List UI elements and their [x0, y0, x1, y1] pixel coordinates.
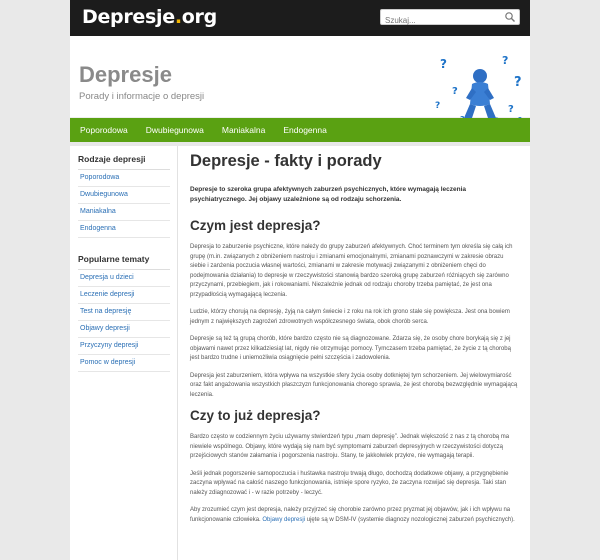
sidebar-link-endogenna[interactable]: Endogenna — [78, 221, 170, 238]
paragraph: Ludzie, którzy chorują na depresję, żyją na całym świecie i z roku na rok ich grono stale się powiększa. Jest ona bowiem jednym z największych zagrożeń zdrowotnych współczesnego świata, obok chorób serca. — [190, 309, 510, 325]
search-box — [380, 9, 520, 25]
sidebar-heading-popular: Popularne tematy — [78, 254, 170, 270]
paragraph: Bardzo często w codziennym życiu używamy stwierdzeń typu „mam depresję”. Jednak większość z nas z tą chorobą ma niewiele wspólnego. Objawy, które wydają się nam być symptomami zaburzeń depresyjnych w rzeczywistości dotyczą przejściowych stanów załamania i pogorszenia nastroju. Stany, te jakkolwiek przykre, nie wymagają terapii. — [190, 434, 510, 459]
site-tagline: Porady i informacje o depresji — [79, 91, 205, 102]
site-header — [70, 36, 530, 118]
lead-paragraph: Depresje to szeroka grupa afektywnych zaburzeń psychicznych, które wymagają leczenia psychiatrycznego. Jej objawy uzależnione są od rodzaju schorzenia. — [190, 186, 466, 203]
logo-tld: org — [181, 6, 217, 28]
site-logo[interactable] — [82, 6, 217, 28]
sidebar-link-children[interactable]: Depresja u dzieci — [78, 270, 170, 287]
svg-text:?: ? — [452, 86, 458, 97]
main-content — [190, 152, 520, 533]
nav-item-maniakalna[interactable]: Maniakalna — [221, 125, 266, 135]
nav-item-poporodowa[interactable]: Poporodowa — [80, 125, 128, 135]
svg-text:?: ? — [508, 104, 514, 115]
sidebar-list-popular — [78, 270, 170, 372]
paragraph — [190, 506, 520, 525]
sidebar-link-help[interactable]: Pomoc w depresji — [78, 355, 170, 372]
svg-text:?: ? — [502, 54, 509, 67]
sidebar-link-poporodowa[interactable]: Poporodowa — [78, 170, 170, 187]
paragraph: Depresja to zaburzenie psychiczne, które należy do grupy zaburzeń afektywnych. Choć terminem tym określa się całą ich grupę (m.in. związanych z obniżeniem nastroju i zmianami emocjonalnymi, zmianami poznawczymi w zakresie obrazu siebie i zanżenia poczucia własnej wartości, zmianami w zakresie motywacji związanymi z obniżeniem chęci do podejmowania działania) to depresje w rzeczywistości stanowią bardzo szeroką grupę zaburzeń różniących się zarówno przyczynami, przebiegiem, jak i rokowaniami. Niezależnie jednak od rodzaju choroby trzeba pamiętać, że jest ona przypadłością wymagającą leczenia. — [190, 244, 513, 298]
site-title[interactable]: Depresje — [79, 62, 172, 87]
sidebar-list-types — [78, 170, 170, 238]
paragraph: Depresje są też tą grupą chorób, które bardzo często nie są diagnozowane. Zdarza się, że osoby chore borykają się z jej objawami nawet przez kilkadziesiąt lat, nigdy nie otrzymując pomocy. Tymczasem trzeba pamiętać, że życie z tą chorobą jest bardzo trudne i uniemożliwia osiągnięcie pełni szczęścia i zadowolenia. — [190, 336, 511, 361]
main-nav — [70, 118, 530, 142]
section-heading-what-is: Czym jest depresja? — [190, 218, 321, 233]
sidebar-link-symptoms[interactable]: Objawy depresji — [78, 321, 170, 338]
paragraph: Depresja jest zaburzeniem, która wpływa na wszystkie sfery życia osoby dotkniętej tym schorzeniem. Jej wielowymiarość oraz fakt angażowania wszystkich płaszczyzn funkcjonowania chorego sprawia, że jest chorobą bezwzględnie wymagającą leczenia. — [190, 372, 518, 398]
section-heading-is-it-depression: Czy to już depresja? — [190, 408, 321, 423]
sidebar-link-dwubiegunowa[interactable]: Dwubiegunowa — [78, 187, 170, 204]
column-divider — [177, 146, 178, 560]
sidebar — [78, 154, 170, 388]
logo-text: Depresje — [82, 6, 175, 28]
search-icon[interactable] — [504, 11, 516, 23]
sidebar-link-treatment[interactable]: Leczenie depresji — [78, 287, 170, 304]
question-marks-figure-icon — [430, 46, 530, 126]
paragraph: Jeśli jednak pogorszenie samopoczucia i huśtawka nastroju trwają długo, dochodzą dodatkowe objawy, a przygnębienie zaczyna wpływać na całość naszego funkcjonowania, istnieje spore ryzyko, że zaczyna rozwijać się depresja. Taki stan należy zdiagnozować i - w razie potrzeby - leczyć. — [190, 470, 509, 496]
symptoms-link[interactable]: Objawy depresji — [262, 516, 306, 523]
top-bar — [70, 0, 530, 36]
page — [70, 0, 530, 560]
sidebar-heading-types: Rodzaje depresji — [78, 154, 170, 170]
search-input[interactable] — [381, 14, 501, 28]
sidebar-link-test[interactable]: Test na depresję — [78, 304, 170, 321]
svg-text:?: ? — [435, 101, 441, 111]
logo-dot: . — [174, 6, 182, 28]
paragraph-text: ujęte są w DSM-IV (systemie diagnozy nozologicznej zaburzeń psychicznych). — [305, 516, 515, 523]
svg-text:?: ? — [514, 75, 522, 90]
sidebar-link-causes[interactable]: Przyczyny depresji — [78, 338, 170, 355]
svg-text:?: ? — [440, 57, 447, 71]
nav-item-endogenna[interactable]: Endogenna — [283, 125, 327, 135]
sidebar-link-maniakalna[interactable]: Maniakalna — [78, 204, 170, 221]
page-title: Depresje - fakty i porady — [190, 152, 382, 170]
nav-item-dwubiegunowa[interactable]: Dwubiegunowa — [145, 125, 204, 135]
paragraph-text: Aby zrozumieć czym jest depresja, należy przyjrzeć się chorobie zarówno przez pryzmat jej objawów, jak i ich wpływu na funkcjonowanie człowieka. — [190, 507, 511, 523]
nav-shadow — [70, 142, 530, 146]
